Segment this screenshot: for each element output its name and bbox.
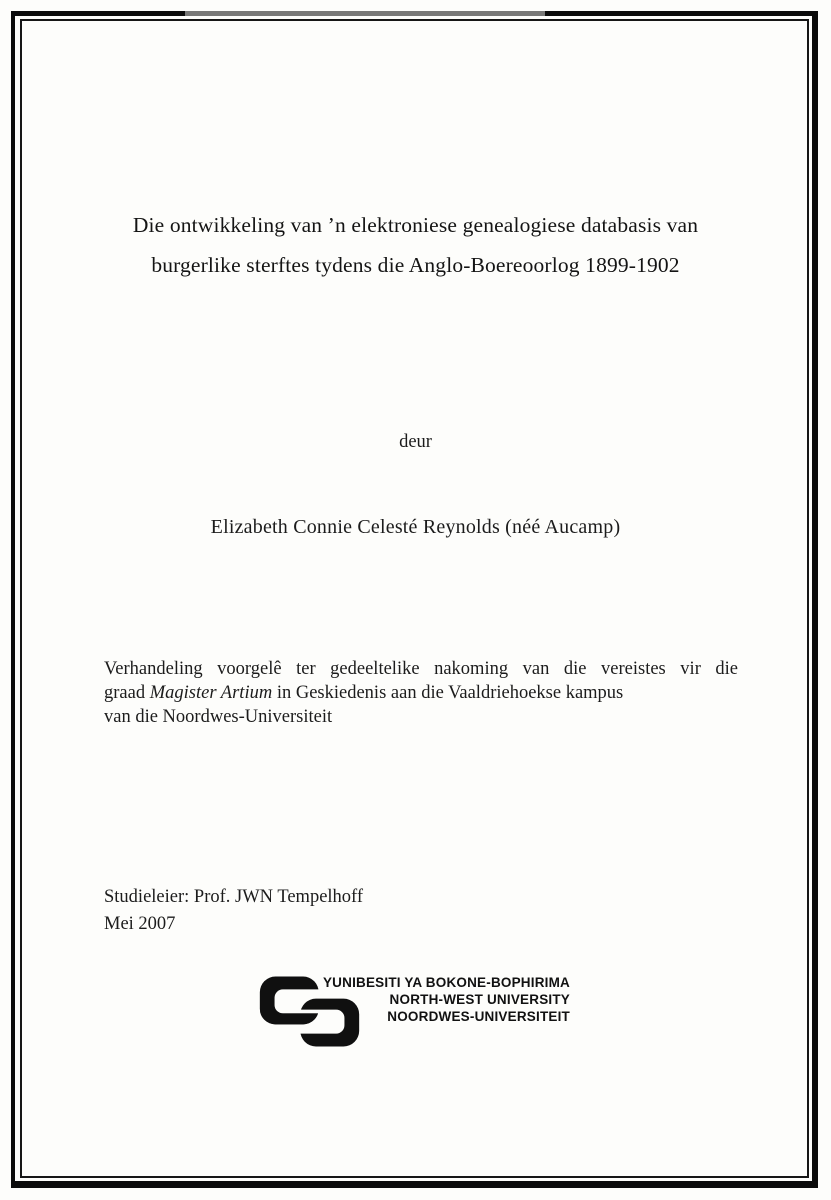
thesis-title: [70, 205, 761, 285]
supervisor-line: Studieleier: Prof. JWN Tempelhoff: [104, 887, 364, 907]
submission-line3: van die Noordwes-Universiteit: [104, 707, 333, 727]
submission-line2-pre: graad: [104, 683, 150, 703]
logo-line-english: NORTH-WEST UNIVERSITY: [389, 992, 570, 1007]
degree-name-italic: Magister Artium: [149, 683, 273, 703]
submission-line2: [104, 681, 738, 705]
date-line: Mei 2007: [104, 914, 176, 934]
byline-deur: deur: [399, 432, 432, 452]
thesis-title-line1: Die ontwikkeling van ’n elektroniese genealogiese databasis van: [132, 213, 699, 237]
scan-artifact-top-border: [185, 10, 545, 18]
nwu-logo-wordmark: [322, 974, 570, 1025]
logo-line-afrikaans: NOORDWES-UNIVERSITEIT: [387, 1009, 570, 1024]
logo-line-setswana: YUNIBESITI YA BOKONE-BOPHIRIMA: [322, 975, 570, 990]
submission-line1: Verhandeling voorgelê ter gedeeltelike nakoming van die vereistes vir die: [104, 659, 738, 679]
submission-statement: [104, 657, 738, 729]
supervisor-block: [104, 884, 363, 938]
submission-line2-post: in Geskiedenis aan die Vaaldriehoekse kampus: [272, 683, 624, 703]
author-name: Elizabeth Connie Celesté Reynolds (néé Aucamp): [210, 516, 621, 538]
thesis-title-line2: burgerlike sterftes tydens die Anglo-Boereoorlog 1899-1902: [151, 253, 680, 277]
